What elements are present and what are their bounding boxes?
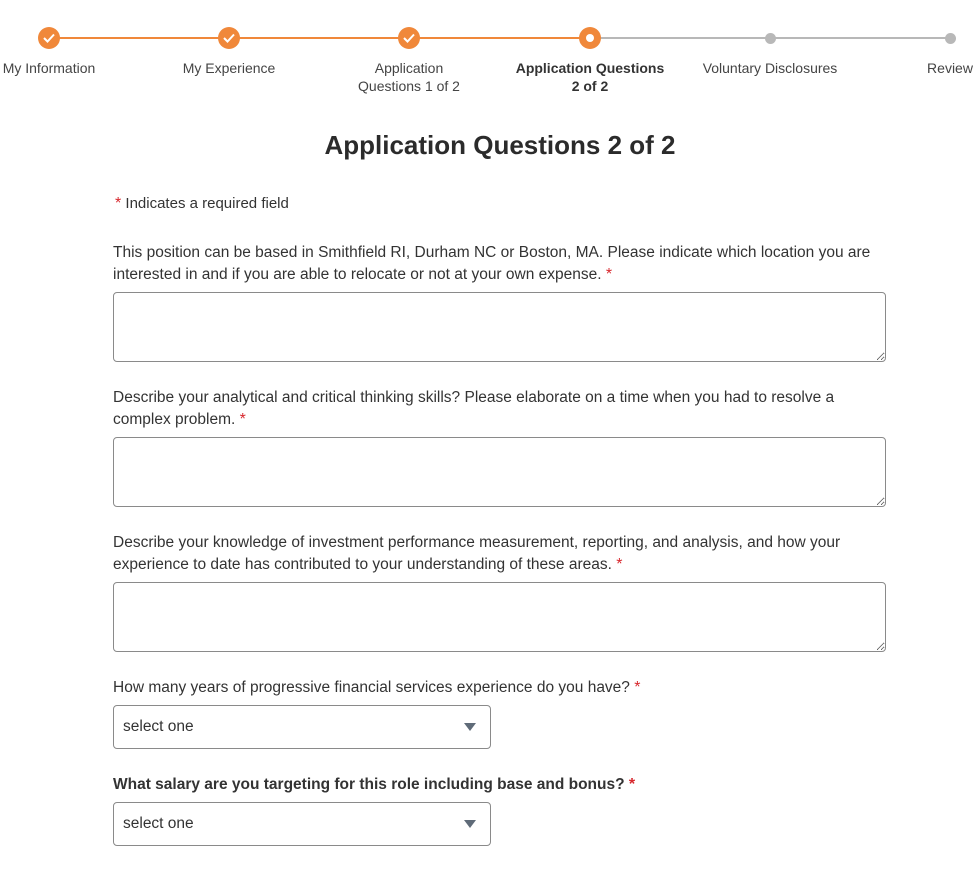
caret-down-icon [464,820,476,828]
step-label: Review [927,60,973,76]
required-marker: * [634,679,641,696]
question-location [113,242,886,362]
step-label: Application Questions 2 of 2 [515,60,665,94]
target-salary-select[interactable] [113,802,491,846]
step-label: Voluntary Disclosures [702,60,838,76]
required-marker: * [605,266,613,283]
caret-down-icon [464,723,476,731]
check-icon [38,27,60,49]
question-label: How many years of progressive financial services experience do you have? * [113,679,641,696]
required-field-note [115,195,289,213]
required-note-text: Indicates a required field [125,195,289,212]
question-label: This position can be based in Smithfield RI, Durham NC or Boston, MA. Please indicate which location you are interested in and if you are able to relocate or not at your own expense. * [113,244,871,283]
step-voluntary-disclosures [680,26,860,77]
question-analytical-skills [113,387,886,507]
required-marker: * [628,776,636,793]
step-label: My Experience [182,60,276,76]
pending-step-icon [945,33,956,44]
step-my-experience [139,26,319,77]
question-investment-knowledge [113,532,886,652]
investment-knowledge-answer-textarea[interactable] [113,582,886,652]
question-label: Describe your analytical and critical thinking skills? Please elaborate on a time when you had to resolve a complex problem. * [113,389,835,428]
pending-step-icon [765,33,776,44]
step-label: Application Questions 1 of 2 [358,60,460,94]
required-marker: * [616,556,623,573]
required-marker: * [239,411,246,428]
step-label: My Information [2,60,96,76]
select-value: select one [123,718,194,735]
current-step-icon [579,27,601,49]
question-label: Describe your knowledge of investment performance measurement, reporting, and analysis, and how your experience to date has contributed to your understanding of these areas. * [113,534,841,573]
question-target-salary [113,774,886,846]
step-review [860,26,980,77]
page-title: Application Questions 2 of 2 [324,130,676,160]
years-experience-select[interactable] [113,705,491,749]
step-application-questions-2 [500,26,680,95]
check-icon [218,27,240,49]
step-application-questions-1 [319,26,499,95]
select-value: select one [123,815,194,832]
question-label: What salary are you targeting for this role including base and bonus? * [113,776,636,793]
location-answer-textarea[interactable] [113,292,886,362]
question-years-experience [113,677,886,749]
required-marker: * [115,195,122,212]
check-icon [398,27,420,49]
step-my-information [0,26,139,77]
progress-stepper [0,0,980,110]
analytical-skills-answer-textarea[interactable] [113,437,886,507]
